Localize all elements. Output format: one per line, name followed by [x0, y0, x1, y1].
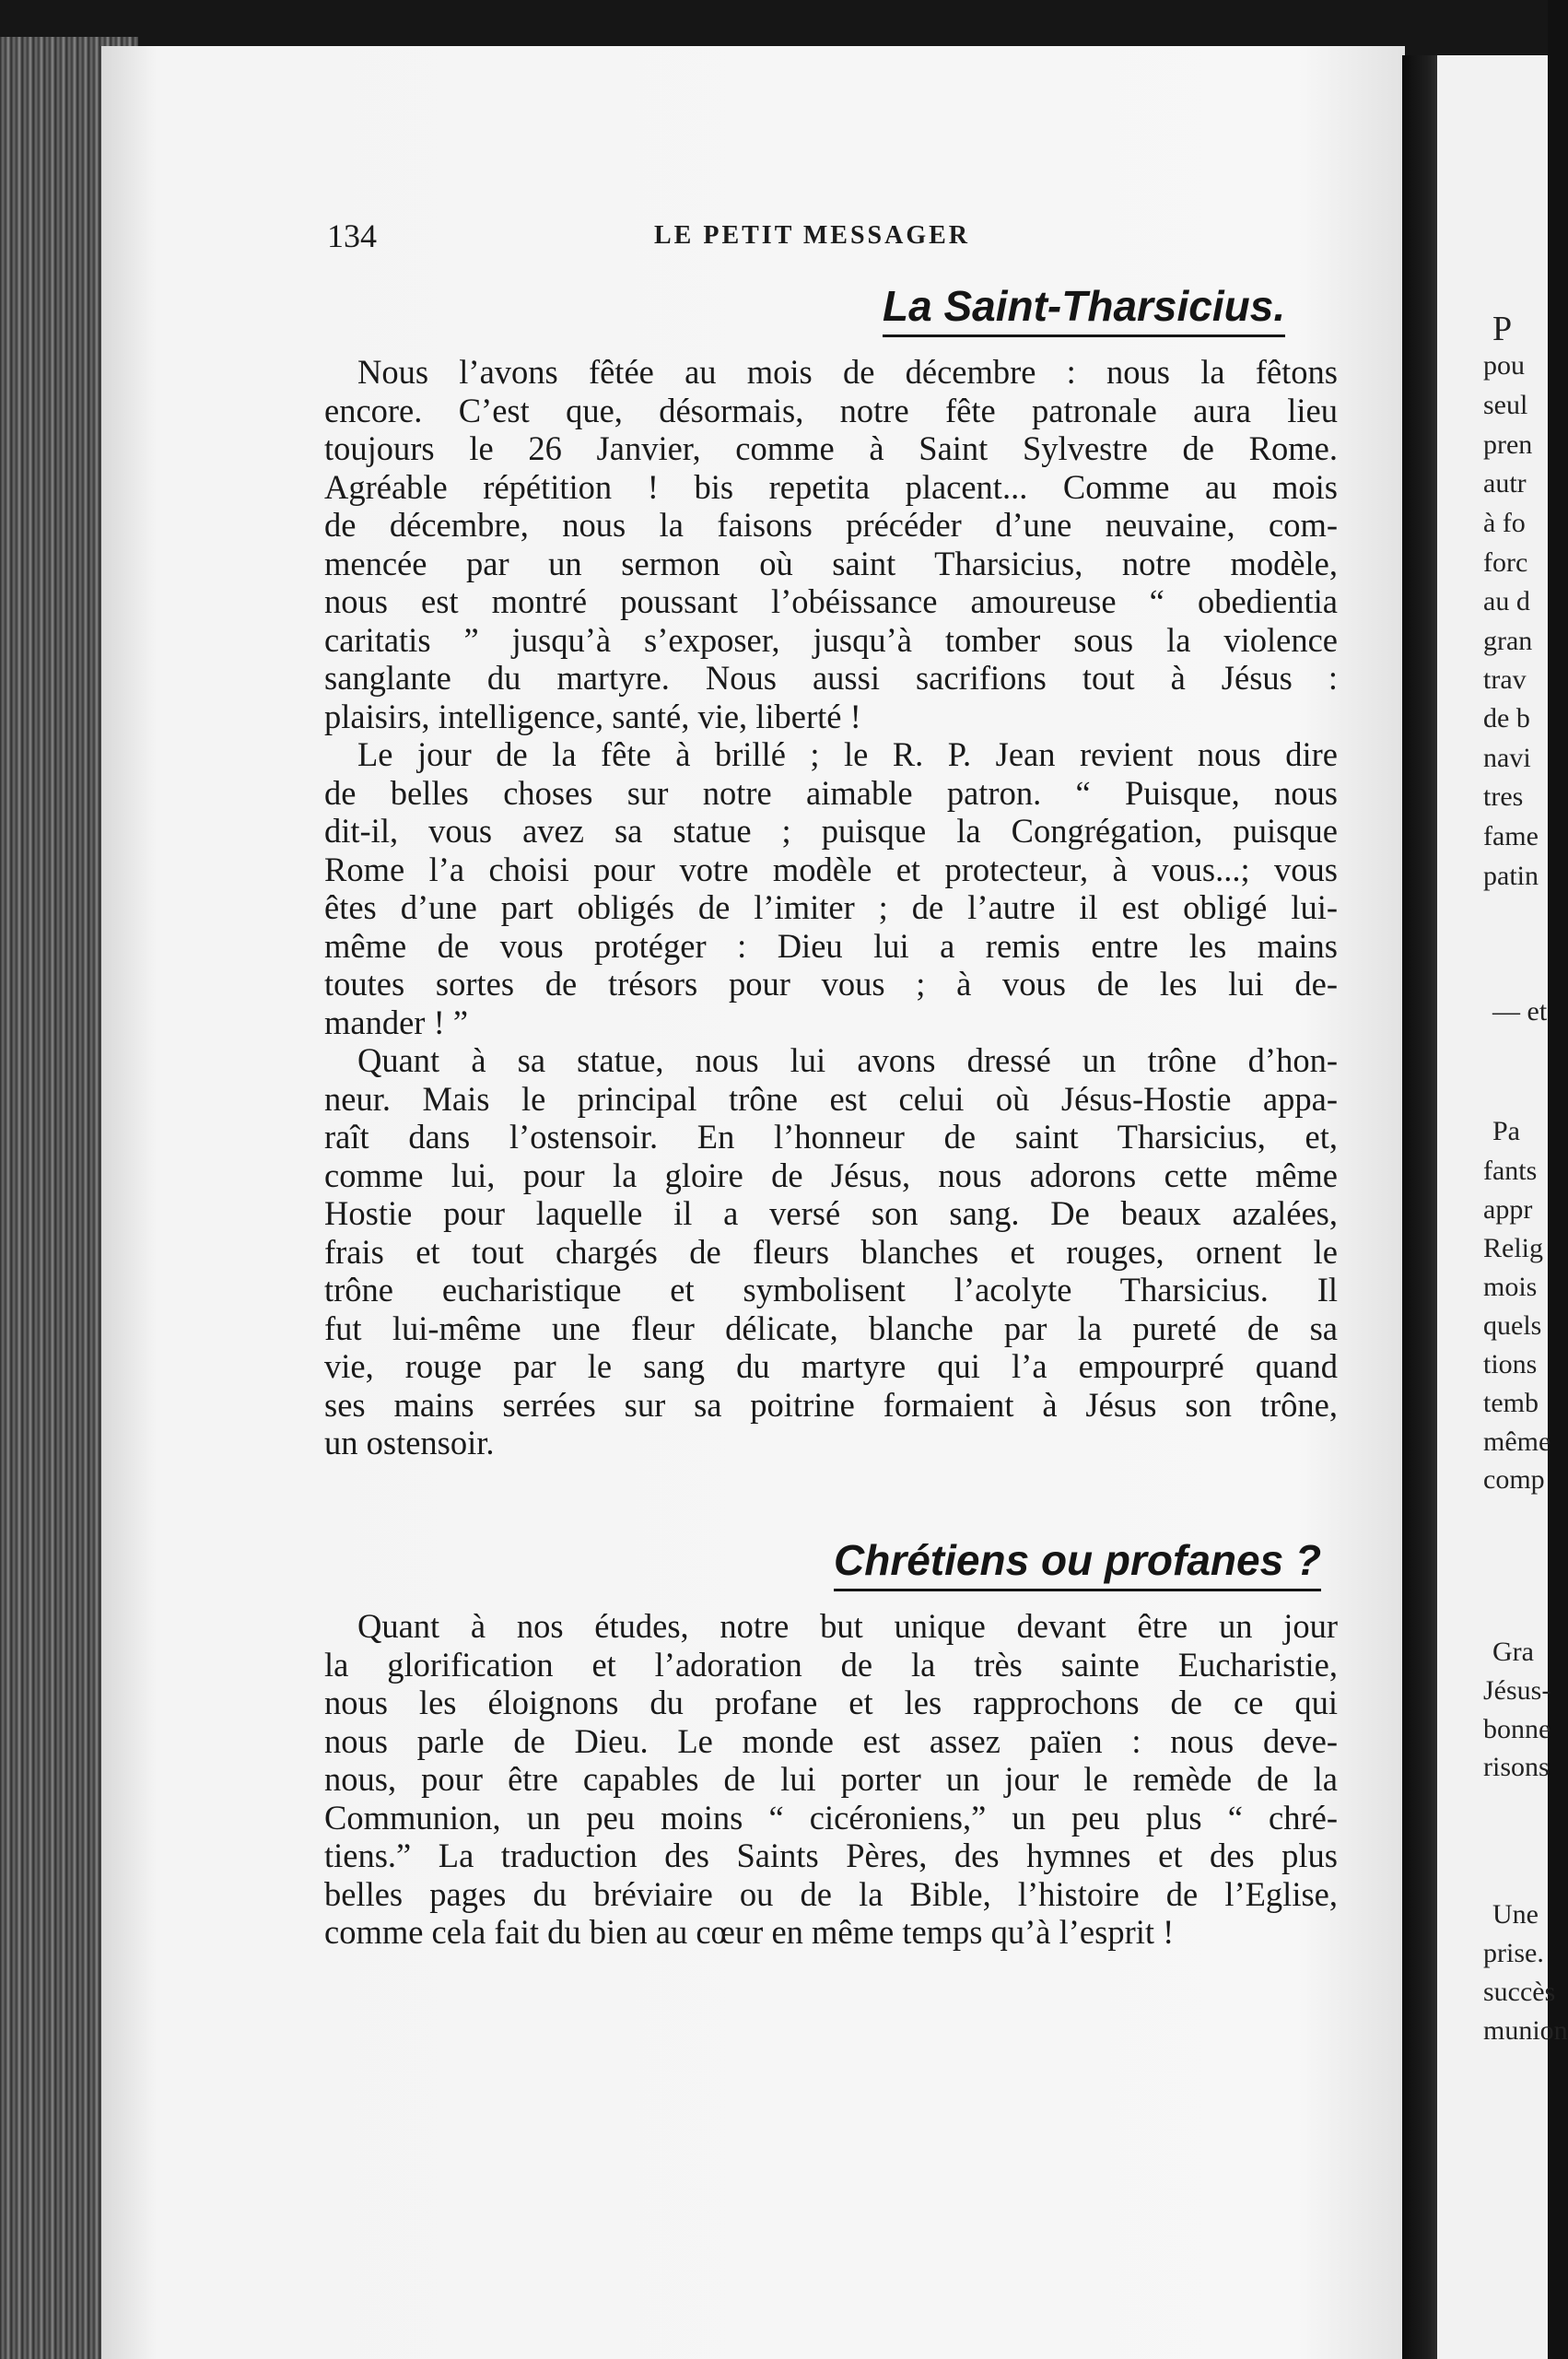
text-line: raît dans l’ostensoir. En l’honneur de saint Tharsicius, et, — [324, 1118, 1338, 1156]
facing-page-fragment: Jésus- — [1483, 1675, 1551, 1706]
facing-page-fragment: gran — [1483, 626, 1533, 656]
text-line: toujours le 26 Janvier, comme à Saint Sylvestre de Rome. — [324, 429, 1338, 467]
facing-page-fragment: à fo — [1483, 508, 1526, 538]
facing-page-fragment: appr — [1483, 1194, 1533, 1225]
text-line: encore. C’est que, désormais, notre fête patronale aura lieu — [324, 391, 1338, 429]
text-line: un ostensoir. — [324, 1424, 495, 1461]
text-line: Agréable répétition ! bis repetita placent... Comme au mois — [324, 467, 1338, 506]
facing-page-fragment: pou — [1483, 350, 1525, 381]
text-line: la glorification et l’adoration de la très sainte Eucharistie, — [324, 1645, 1338, 1684]
text-line: nous est montré poussant l’obéissance amoureuse “ obedientia — [324, 582, 1338, 620]
facing-page-fragment: autr — [1483, 468, 1527, 499]
text-line: Communion, un peu moins “ cicéroniens,” un peu plus “ chré- — [324, 1798, 1338, 1837]
facing-page-fragment: Gra — [1492, 1637, 1534, 1667]
facing-page-fragment: navi — [1483, 743, 1531, 773]
facing-page-fragment: fants — [1483, 1156, 1538, 1186]
text-line: comme cela fait du bien au cœur en même temps qu’à l’esprit ! — [324, 1913, 1175, 1951]
text-line: plaisirs, intelligence, santé, vie, liberté ! — [324, 697, 861, 735]
facing-page-fragment: au d — [1483, 586, 1530, 616]
facing-page-fragment: quels — [1483, 1310, 1542, 1341]
text-line: Le jour de la fête à brillé ; le R. P. Jean revient nous dire — [357, 735, 1338, 773]
text-line: neur. Mais le principal trône est celui où Jésus-Hostie appa- — [324, 1079, 1338, 1118]
text-line: nous les éloignons du profane et les rapprochons de ce qui — [324, 1684, 1338, 1721]
facing-page-fragment: prise. — [1483, 1938, 1544, 1968]
text-line: sanglante du martyre. Nous aussi sacrifions tout à Jésus : — [324, 659, 1338, 697]
facing-page-fragment: patin — [1483, 861, 1539, 891]
page-number: 134 — [327, 217, 377, 254]
text-line: nous parle de Dieu. Le monde est assez païen : nous deve- — [324, 1721, 1338, 1760]
text-line: même de vous protéger : Dieu lui a remis entre les mains — [324, 926, 1338, 965]
text-line: Quant à sa statue, nous lui avons dressé un trône d’hon- — [357, 1041, 1338, 1079]
text-line: vie, rouge par le sang du martyre qui l’a empourpré quand — [324, 1347, 1338, 1385]
text-line: fut lui-même une fleur délicate, blanche par la pureté de sa — [324, 1309, 1338, 1347]
facing-page-fragment: pren — [1483, 429, 1533, 460]
section-body-tharsicius — [324, 353, 1338, 1462]
facing-page-fragment: — et — [1492, 996, 1548, 1027]
facing-page-fragment: comp — [1483, 1464, 1545, 1495]
facing-page-fragment: temb — [1483, 1388, 1539, 1418]
running-title: LE PETIT MESSAGER — [654, 221, 971, 250]
facing-page-fragment: forc — [1483, 547, 1528, 578]
facing-page-fragment: P — [1492, 310, 1513, 348]
text-line: de décembre, nous la faisons précéder d’une neuvaine, com- — [324, 506, 1338, 544]
text-line: comme lui, pour la gloire de Jésus, nous adorons cette même — [324, 1156, 1338, 1194]
facing-page — [1437, 55, 1568, 2359]
text-line: belles pages du bréviaire ou de la Bible, l’histoire de l’Eglise, — [324, 1874, 1338, 1913]
facing-page-fragment: tions — [1483, 1349, 1538, 1379]
text-line: mander ! ” — [324, 1003, 469, 1041]
facing-page-fragment: risons — [1483, 1752, 1550, 1782]
section-title-chretiens: Chrétiens ou profanes ? — [834, 1535, 1321, 1591]
text-line: toutes sortes de trésors pour vous ; à vous de les lui de- — [324, 965, 1338, 1003]
text-line: ses mains serrées sur sa poitrine formaient à Jésus son trône, — [324, 1385, 1338, 1424]
section-title-tharsicius: La Saint-Tharsicius. — [883, 281, 1285, 337]
text-line: de belles choses sur notre aimable patron. “ Puisque, nous — [324, 773, 1338, 812]
section-body-chretiens — [324, 1607, 1338, 1952]
text-line: nous, pour être capables de lui porter un jour le remède de la — [324, 1760, 1338, 1798]
text-line: Rome l’a choisi pour votre modèle et protecteur, à vous...; vous — [324, 850, 1338, 888]
facing-page-fragment: de b — [1483, 703, 1530, 734]
text-line: Hostie pour laquelle il a versé son sang. De beaux azalées, — [324, 1194, 1338, 1232]
facing-page-fragment: fame — [1483, 821, 1539, 851]
text-line: Quant à nos études, notre but unique devant être un jour — [357, 1607, 1338, 1645]
facing-page-fragment: mois — [1483, 1272, 1538, 1302]
text-line: mencée par un sermon où saint Tharsicius, notre modèle, — [324, 544, 1338, 582]
facing-page-fragment: munion — [1483, 2015, 1568, 2046]
text-line: frais et tout chargés de fleurs blanches et rouges, ornent le — [324, 1232, 1338, 1271]
text-line: êtes d’une part obligés de l’imiter ; de l’autre il est obligé lui- — [324, 888, 1338, 926]
facing-page-fragment: tres — [1483, 781, 1524, 812]
text-line: tiens.” La traduction des Saints Pères, des hymnes et des plus — [324, 1837, 1338, 1874]
text-line: caritatis ” jusqu’à s’exposer, jusqu’à tomber sous la violence — [324, 620, 1338, 659]
facing-page-fragment: Pa — [1492, 1116, 1520, 1146]
facing-page-fragment: succès — [1483, 1977, 1556, 2007]
facing-page-fragment: bonne — [1483, 1714, 1551, 1744]
facing-page-fragment: Relig — [1483, 1233, 1543, 1263]
facing-page-fragment: Une — [1492, 1899, 1539, 1930]
text-line: trône eucharistique et symbolisent l’acolyte Tharsicius. Il — [324, 1271, 1338, 1309]
facing-page-fragment: seul — [1483, 390, 1528, 420]
facing-page-fragment: trav — [1483, 664, 1527, 695]
text-line: Nous l’avons fêtée au mois de décembre : nous la fêtons — [357, 353, 1338, 391]
facing-page-fragment: même — [1483, 1426, 1551, 1457]
text-line: dit-il, vous avez sa statue ; puisque la Congrégation, puisque — [324, 812, 1338, 850]
